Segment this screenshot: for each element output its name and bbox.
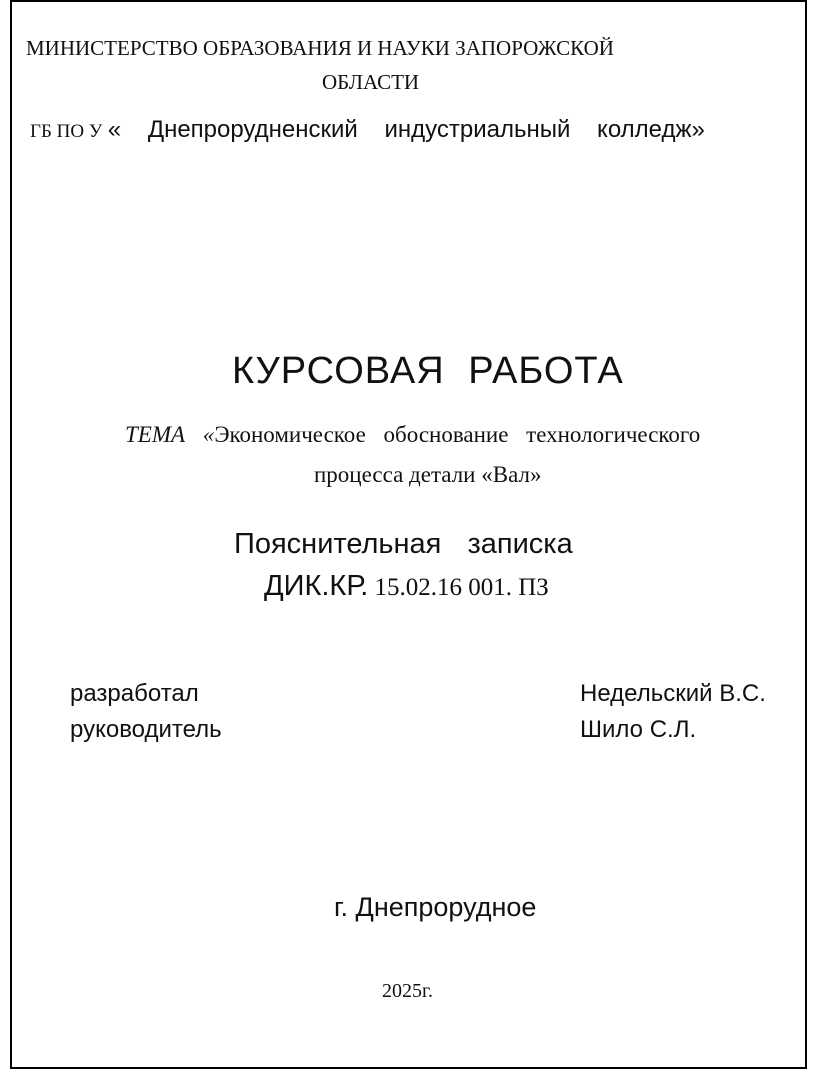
year: 2025г. xyxy=(382,980,433,1002)
theme-label: ТЕМА « xyxy=(125,422,215,447)
document-code-prefix: ДИК.КР. xyxy=(264,570,369,602)
theme-text-1: Экономическое обоснование технологического xyxy=(214,422,701,447)
document-code-number: 15.02.16 001. ПЗ xyxy=(368,574,549,601)
explanatory-note-title: Пояснительная записка xyxy=(234,528,573,560)
theme-line-1 xyxy=(125,422,700,448)
college-abbreviation: ГБ ПО У xyxy=(30,121,103,142)
document-title: КУРСОВАЯ РАБОТА xyxy=(232,350,624,392)
developed-by-label: разработал xyxy=(70,680,199,707)
supervisor-name: Шило С.Л. xyxy=(580,716,697,743)
document-code xyxy=(264,570,549,603)
supervisor-label: руководитель xyxy=(70,716,222,743)
city: г. Днепрорудное xyxy=(334,892,537,922)
ministry-line-1: МИНИСТЕРСТВО ОБРАЗОВАНИЯ И НАУКИ ЗАПОРОЖСКОЙ xyxy=(26,36,614,60)
ministry-line-2: ОБЛАСТИ xyxy=(322,70,420,94)
theme-line-2: процесса детали «Вал» xyxy=(314,462,542,487)
college-name: « Днепрорудненский индустриальный колледж» xyxy=(107,116,705,143)
developed-by-name: Недельский В.С. xyxy=(580,680,766,707)
document-page xyxy=(10,0,807,1069)
college-line xyxy=(30,116,705,144)
